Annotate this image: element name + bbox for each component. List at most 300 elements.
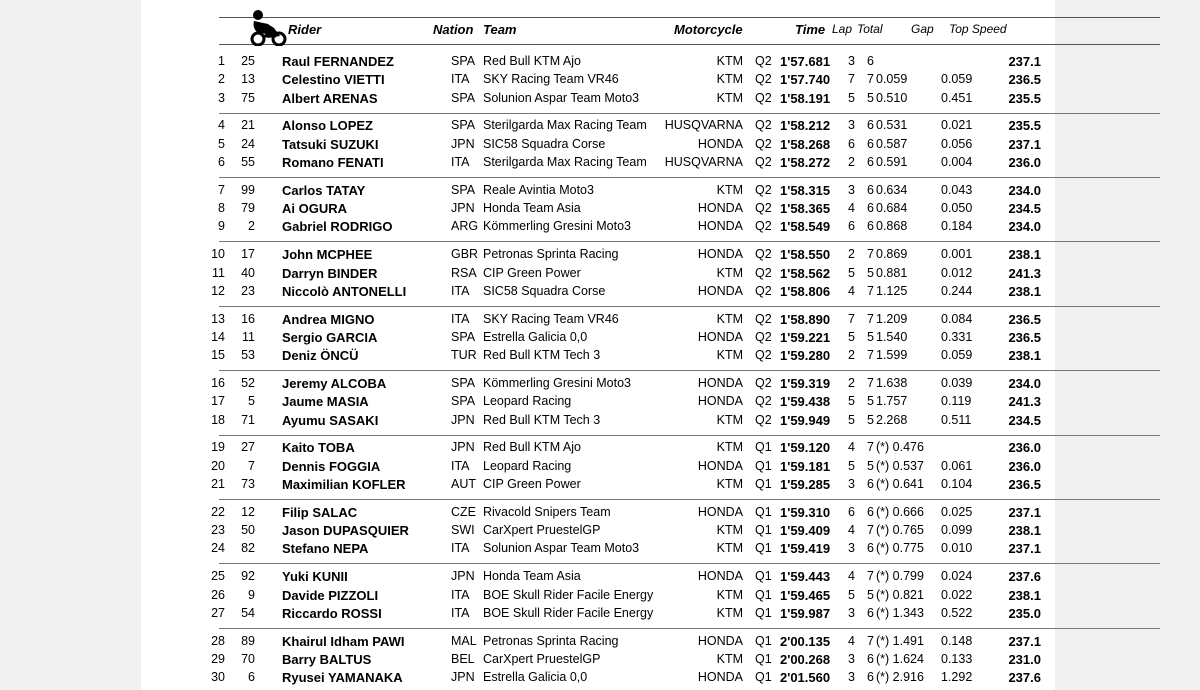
gap-previous-cell: 0.104 [941,477,973,491]
table-row [141,375,1055,393]
top-speed-cell: 238.1 [1008,247,1041,262]
gap-first-cell: (*) 0.666 [876,505,924,519]
top-speed-cell: 241.3 [1008,394,1041,409]
motorcycle-cell: KTM [716,266,743,280]
gap-first-cell: (*) 0.821 [876,588,924,602]
table-row [141,605,1055,623]
gap-first-cell: 0.531 [876,118,908,132]
header-top-rule [219,17,1160,18]
gap-first-cell: 0.510 [876,91,908,105]
lap-cell: 5 [848,330,855,344]
header-top-speed: Top Speed [949,22,1007,36]
gap-first-cell: 1.540 [876,330,908,344]
lap-cell: 5 [848,413,855,427]
rider-number-cell: 92 [241,569,255,583]
time-cell: 1'59.310 [780,505,831,520]
lap-cell: 3 [848,183,855,197]
table-header [141,0,1055,46]
session-cell: Q2 [755,91,772,105]
session-cell: Q1 [755,606,772,620]
time-cell: 1'58.315 [780,183,831,198]
position-cell: 1 [218,54,225,68]
motorcycle-cell: KTM [716,541,743,555]
header-nation: Nation [433,22,474,37]
top-speed-cell: 237.6 [1008,670,1041,685]
top-speed-cell: 237.1 [1008,137,1041,152]
motorcycle-cell: KTM [716,54,743,68]
motorcycle-cell: KTM [716,606,743,620]
rider-name-cell: Gabriel RODRIGO [282,219,393,234]
motorcycle-cell: HONDA [697,505,743,519]
table-row [141,218,1055,236]
rider-number-cell: 55 [241,155,255,169]
session-cell: Q1 [755,569,772,583]
motorcycle-cell: KTM [716,652,743,666]
gap-previous-cell: 0.050 [941,201,973,215]
top-speed-cell: 236.0 [1008,155,1041,170]
team-cell: Leopard Racing [483,394,572,408]
table-row [141,117,1055,135]
top-speed-cell: 235.0 [1008,606,1041,621]
total-laps-cell: 6 [867,219,874,233]
position-cell: 26 [211,588,225,602]
gap-first-cell: 1.757 [876,394,908,408]
team-cell: Kömmerling Gresini Moto3 [483,219,631,233]
group-separator [219,113,1160,114]
total-laps-cell: 7 [867,312,874,326]
motorcycle-cell: HONDA [697,219,743,233]
rider-name-cell: Carlos TATAY [282,183,366,198]
header-rider: Rider [288,22,322,37]
gap-previous-cell: 0.043 [941,183,973,197]
team-cell: Red Bull KTM Tech 3 [483,348,601,362]
session-cell: Q2 [755,284,772,298]
total-laps-cell: 7 [867,348,874,362]
position-cell: 14 [211,330,225,344]
rider-number-cell: 24 [241,137,255,151]
motorcycle-cell: KTM [716,72,743,86]
nation-cell: ITA [451,312,470,326]
rider-number-cell: 5 [248,394,255,408]
nation-cell: ITA [451,459,470,473]
total-laps-cell: 5 [867,413,874,427]
table-row [141,200,1055,218]
lap-cell: 6 [848,219,855,233]
team-cell: Estrella Galicia 0,0 [483,670,588,684]
rider-name-cell: Jeremy ALCOBA [282,376,387,391]
rider-number-cell: 54 [241,606,255,620]
top-speed-cell: 236.5 [1008,477,1041,492]
group-separator [219,241,1160,242]
top-speed-cell: 237.1 [1008,541,1041,556]
gap-previous-cell: 0.244 [941,284,973,298]
top-speed-cell: 236.0 [1008,459,1041,474]
time-cell: 1'59.949 [780,413,831,428]
session-cell: Q2 [755,155,772,169]
lap-cell: 4 [848,201,855,215]
nation-cell: BEL [451,652,475,666]
results-sheet [141,0,1055,690]
nation-cell: JPN [451,440,475,454]
gap-first-cell: (*) 0.765 [876,523,924,537]
team-cell: Sterilgarda Max Racing Team [483,155,647,169]
lap-cell: 5 [848,459,855,473]
team-cell: Solunion Aspar Team Moto3 [483,91,640,105]
session-cell: Q2 [755,376,772,390]
rider-name-cell: Tatsuki SUZUKI [282,137,379,152]
lap-cell: 5 [848,91,855,105]
time-cell: 1'58.550 [780,247,831,262]
team-cell: CarXpert PruestelGP [483,523,601,537]
gap-first-cell: (*) 0.799 [876,569,924,583]
session-cell: Q1 [755,588,772,602]
table-row [141,283,1055,301]
time-cell: 1'58.272 [780,155,831,170]
top-speed-cell: 234.5 [1008,413,1041,428]
session-cell: Q2 [755,54,772,68]
table-row [141,476,1055,494]
header-gap: Gap [911,22,934,36]
lap-cell: 2 [848,155,855,169]
rider-number-cell: 40 [241,266,255,280]
rider-number-cell: 75 [241,91,255,105]
rider-name-cell: Kaito TOBA [282,440,355,455]
rider-number-cell: 79 [241,201,255,215]
team-cell: Honda Team Asia [483,569,581,583]
time-cell: 1'58.212 [780,118,831,133]
top-speed-cell: 235.5 [1008,118,1041,133]
table-row [141,154,1055,172]
position-cell: 30 [211,670,225,684]
gap-first-cell: 0.684 [876,201,908,215]
rider-name-cell: Barry BALTUS [282,652,372,667]
nation-cell: SPA [451,394,476,408]
rider-name-cell: Sergio GARCIA [282,330,378,345]
rider-number-cell: 6 [248,670,255,684]
nation-cell: JPN [451,670,475,684]
rider-number-cell: 21 [241,118,255,132]
team-cell: Petronas Sprinta Racing [483,634,619,648]
top-speed-cell: 234.0 [1008,376,1041,391]
rider-number-cell: 73 [241,477,255,491]
top-speed-cell: 241.3 [1008,266,1041,281]
position-cell: 8 [218,201,225,215]
gap-first-cell: (*) 0.537 [876,459,924,473]
total-laps-cell: 6 [867,118,874,132]
rider-number-cell: 7 [248,459,255,473]
table-row [141,458,1055,476]
nation-cell: ITA [451,284,470,298]
table-row [141,347,1055,365]
session-cell: Q1 [755,670,772,684]
nation-cell: ITA [451,606,470,620]
lap-cell: 3 [848,606,855,620]
motorcycle-cell: HONDA [697,394,743,408]
gap-previous-cell: 0.059 [941,348,973,362]
nation-cell: SPA [451,330,476,344]
time-cell: 1'58.806 [780,284,831,299]
gap-first-cell: (*) 0.641 [876,477,924,491]
table-row [141,393,1055,411]
position-cell: 11 [212,266,225,280]
rider-name-cell: Khairul Idham PAWI [282,634,405,649]
table-row [141,136,1055,154]
total-laps-cell: 6 [867,670,874,684]
gap-previous-cell: 1.292 [941,670,973,684]
time-cell: 1'59.443 [780,569,831,584]
team-cell: SKY Racing Team VR46 [483,72,619,86]
session-cell: Q1 [755,440,772,454]
team-cell: Rivacold Snipers Team [483,505,611,519]
rider-number-cell: 11 [242,330,255,344]
motorcycle-cell: KTM [716,91,743,105]
session-cell: Q2 [755,201,772,215]
lap-cell: 4 [848,634,855,648]
rider-name-cell: Deniz ÖNCÜ [282,348,359,363]
gap-first-cell: 0.059 [876,72,908,86]
nation-cell: MAL [451,634,477,648]
motorcycle-cell: HONDA [697,670,743,684]
nation-cell: SPA [451,118,476,132]
nation-cell: JPN [451,569,475,583]
session-cell: Q1 [755,505,772,519]
top-speed-cell: 231.0 [1008,652,1041,667]
top-speed-cell: 237.1 [1008,54,1041,69]
time-cell: 2'00.135 [780,634,831,649]
motorcycle-cell: HONDA [697,284,743,298]
nation-cell: ITA [451,588,470,602]
gap-previous-cell: 0.148 [941,634,973,648]
position-cell: 22 [211,505,225,519]
gap-previous-cell: 0.451 [941,91,973,105]
total-laps-cell: 6 [867,201,874,215]
gap-first-cell: 0.591 [876,155,908,169]
total-laps-cell: 5 [867,266,874,280]
header-motorcycle: Motorcycle [674,22,743,37]
position-cell: 21 [211,477,225,491]
rider-number-cell: 70 [241,652,255,666]
lap-cell: 4 [848,284,855,298]
position-cell: 3 [218,91,225,105]
rider-number-cell: 23 [241,284,255,298]
rider-name-cell: Jason DUPASQUIER [282,523,409,538]
position-cell: 6 [218,155,225,169]
header-total: Total [857,22,883,36]
lap-cell: 5 [848,394,855,408]
gap-previous-cell: 0.001 [941,247,973,261]
gap-previous-cell: 0.522 [941,606,973,620]
team-cell: SIC58 Squadra Corse [483,284,606,298]
position-cell: 27 [211,606,225,620]
rider-name-cell: Ryusei YAMANAKA [282,670,403,685]
team-cell: Solunion Aspar Team Moto3 [483,541,640,555]
nation-cell: JPN [451,137,475,151]
session-cell: Q2 [755,413,772,427]
team-cell: Kömmerling Gresini Moto3 [483,376,631,390]
nation-cell: RSA [451,266,477,280]
group-separator [219,563,1160,564]
total-laps-cell: 6 [867,541,874,555]
time-cell: 1'59.120 [780,440,831,455]
team-cell: BOE Skull Rider Facile Energy [483,588,654,602]
motorcycle-cell: HONDA [697,201,743,215]
table-row [141,71,1055,89]
team-cell: CarXpert PruestelGP [483,652,601,666]
total-laps-cell: 7 [867,72,874,86]
gap-previous-cell: 0.133 [941,652,973,666]
rider-name-cell: Dennis FOGGIA [282,459,381,474]
rider-name-cell: Albert ARENAS [282,91,378,106]
session-cell: Q1 [755,477,772,491]
position-cell: 29 [211,652,225,666]
motorcycle-cell: KTM [716,312,743,326]
table-row [141,265,1055,283]
total-laps-cell: 7 [867,634,874,648]
top-speed-cell: 237.1 [1008,634,1041,649]
time-cell: 2'01.560 [780,670,831,685]
total-laps-cell: 5 [867,91,874,105]
nation-cell: SPA [451,183,476,197]
total-laps-cell: 6 [867,183,874,197]
team-cell: CIP Green Power [483,266,581,280]
rider-number-cell: 89 [241,634,255,648]
time-cell: 1'59.987 [780,606,831,621]
team-cell: BOE Skull Rider Facile Energy [483,606,654,620]
lap-cell: 4 [848,440,855,454]
gap-first-cell: (*) 1.343 [876,606,924,620]
position-cell: 9 [218,219,225,233]
position-cell: 20 [211,459,225,473]
position-cell: 4 [218,118,225,132]
group-separator [219,370,1160,371]
rider-name-cell: Niccolò ANTONELLI [282,284,407,299]
rider-name-cell: Davide PIZZOLI [282,588,379,603]
time-cell: 1'58.549 [780,219,831,234]
position-cell: 2 [218,72,225,86]
table-row [141,522,1055,540]
motorcycle-cell: KTM [716,477,743,491]
total-laps-cell: 5 [867,459,874,473]
rider-number-cell: 13 [241,72,255,86]
gap-previous-cell: 0.022 [941,588,973,602]
gap-previous-cell: 0.004 [941,155,973,169]
gap-first-cell: (*) 1.491 [876,634,924,648]
nation-cell: ITA [451,72,470,86]
nation-cell: ARG [451,219,479,233]
rider-name-cell: Romano FENATI [282,155,384,170]
nation-cell: ITA [451,541,470,555]
nation-cell: SPA [451,91,476,105]
motorcycle-cell: HONDA [697,376,743,390]
top-speed-cell: 237.6 [1008,569,1041,584]
nation-cell: TUR [451,348,477,362]
position-cell: 16 [211,376,225,390]
team-cell: Sterilgarda Max Racing Team [483,118,647,132]
motorcycle-cell: HONDA [697,330,743,344]
top-speed-cell: 234.0 [1008,183,1041,198]
time-cell: 1'58.268 [780,137,831,152]
table-row [141,504,1055,522]
lap-cell: 3 [848,118,855,132]
table-row [141,587,1055,605]
motorcycle-cell: KTM [716,440,743,454]
session-cell: Q2 [755,118,772,132]
nation-cell: JPN [451,413,475,427]
gap-previous-cell: 0.331 [941,330,973,344]
session-cell: Q2 [755,219,772,233]
total-laps-cell: 6 [867,137,874,151]
team-cell: Red Bull KTM Ajo [483,440,581,454]
time-cell: 1'59.465 [780,588,831,603]
nation-cell: SWI [451,523,475,537]
motorcycle-cell: HONDA [697,634,743,648]
rider-name-cell: Darryn BINDER [282,266,378,281]
nation-cell: GBR [451,247,479,261]
motorcycle-cell: KTM [716,183,743,197]
lap-cell: 2 [848,376,855,390]
rider-number-cell: 50 [241,523,255,537]
motorcycle-cell: HUSQVARNA [664,118,743,132]
lap-cell: 7 [848,312,855,326]
gap-previous-cell: 0.511 [941,413,972,427]
table-row [141,182,1055,200]
table-row [141,329,1055,347]
gap-previous-cell: 0.021 [941,118,973,132]
lap-cell: 6 [848,505,855,519]
team-cell: Red Bull KTM Ajo [483,54,581,68]
rider-name-cell: Riccardo ROSSI [282,606,382,621]
table-row [141,568,1055,586]
table-row [141,439,1055,457]
gap-previous-cell: 0.119 [941,394,972,408]
rider-name-cell: Yuki KUNII [282,569,348,584]
gap-first-cell: 0.587 [876,137,908,151]
top-speed-cell: 238.1 [1008,523,1041,538]
motorcycle-cell: KTM [716,588,743,602]
rider-number-cell: 27 [241,440,255,454]
motorcycle-cell: HONDA [697,459,743,473]
gap-first-cell: 0.868 [876,219,908,233]
rider-name-cell: Raul FERNANDEZ [282,54,394,69]
position-cell: 12 [211,284,225,298]
time-cell: 1'58.191 [780,91,831,106]
lap-cell: 3 [848,652,855,666]
lap-cell: 3 [848,541,855,555]
gap-previous-cell: 0.056 [941,137,973,151]
time-cell: 1'59.181 [780,459,831,474]
lap-cell: 2 [848,348,855,362]
rider-number-cell: 52 [241,376,255,390]
top-speed-cell: 234.5 [1008,201,1041,216]
rider-name-cell: Alonso LOPEZ [282,118,373,133]
table-row [141,669,1055,687]
top-speed-cell: 236.5 [1008,330,1041,345]
gap-first-cell: (*) 1.624 [876,652,924,666]
gap-previous-cell: 0.061 [941,459,973,473]
top-speed-cell: 237.1 [1008,505,1041,520]
session-cell: Q2 [755,348,772,362]
team-cell: Petronas Sprinta Racing [483,247,619,261]
lap-cell: 4 [848,523,855,537]
total-laps-cell: 7 [867,247,874,261]
time-cell: 1'59.438 [780,394,831,409]
time-cell: 1'57.740 [780,72,831,87]
group-separator [219,306,1160,307]
time-cell: 1'59.285 [780,477,831,492]
position-cell: 13 [211,312,225,326]
table-row [141,651,1055,669]
session-cell: Q2 [755,330,772,344]
